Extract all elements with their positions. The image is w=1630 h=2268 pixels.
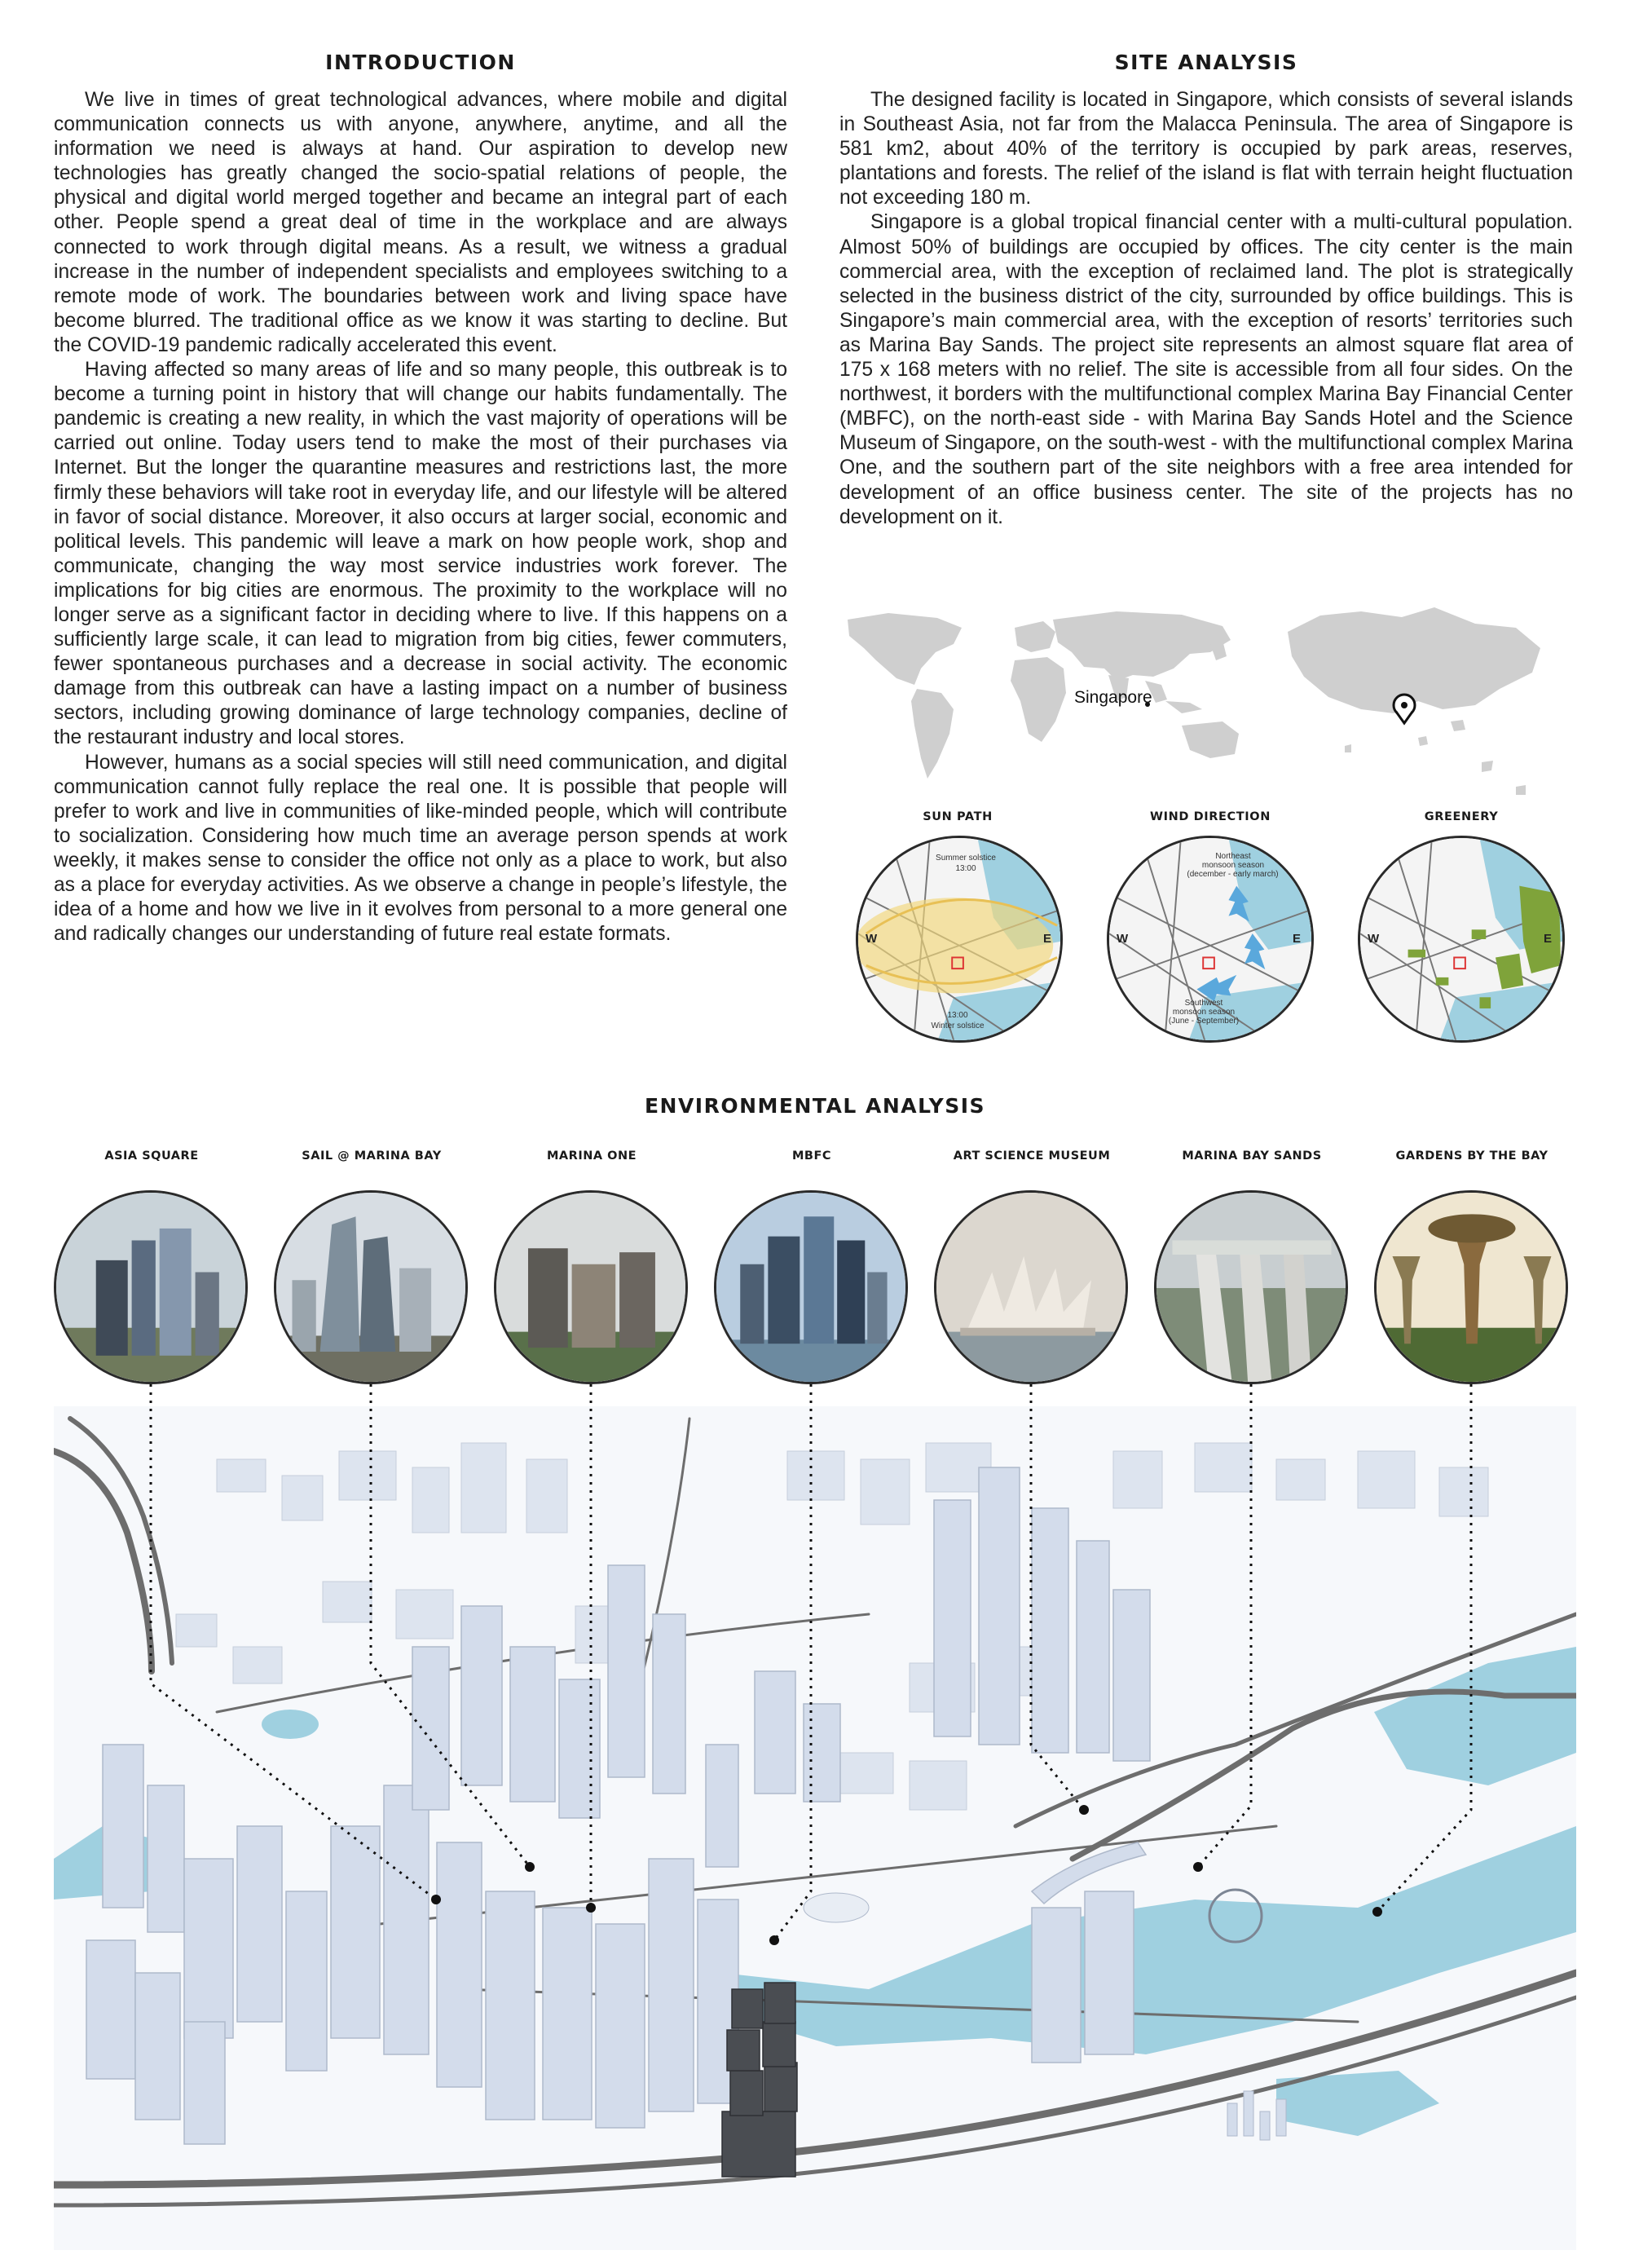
wind-northeast-season-note: monsoon season bbox=[1201, 861, 1265, 870]
introduction-paragraph-1: We live in times of great technological advances, where mobile and digital communication connects us with anyone, anywhere, anytime, and all the information we need is always at hand. Our aspiration to develop new technologies has greatly changed the socio-spatial relations of people, the physical and digital world merged together and became an integral part of each other. People spend a great deal of time in the workplace and are always connected to work through digital means. As a result, we witness a gradual increase in the number of independent specialists and employees switching to a remote mode of work. The boundaries between work and living space have become blurred. The traditional office as we know it was starting to decline. But the COVID-19 pandemic radically accelerated this event. bbox=[54, 89, 787, 356]
greenery-label: GREENERY bbox=[1424, 810, 1499, 823]
sun-summer-time-note: 13:00 bbox=[955, 864, 976, 873]
landmark-label-marina-one: MARINA ONE bbox=[547, 1149, 637, 1163]
sun-compass-east: E bbox=[1043, 932, 1052, 946]
landmark-photo-asia-square bbox=[54, 1190, 248, 1384]
sun-summer-solstice-note: Summer solstice bbox=[936, 854, 996, 863]
site-analysis-paragraph-1: The designed facility is located in Singapore, which consists of several islands in Southeast Asia, not far from the Malacca Peninsula. The area of Singapore is 581 km2, about 40% of the territory is occupied by park areas, reserves, plantations and forests. The relief of the island is flat with terrain height fluctuation not exceeding 180 m. bbox=[839, 89, 1573, 210]
world-map bbox=[839, 603, 1255, 791]
landmark-photo-gardens-by-the-bay bbox=[1374, 1190, 1568, 1384]
landmark-label-sail-marina-bay: SAIL @ MARINA BAY bbox=[302, 1149, 442, 1163]
map-singapore-label: Singapore bbox=[1074, 688, 1152, 707]
landmark-photo-mbfc bbox=[714, 1190, 908, 1384]
sun-winter-time-note: 13:00 bbox=[947, 1011, 968, 1020]
sun-winter-solstice-note: Winter solstice bbox=[931, 1021, 985, 1030]
wind-compass-east: E bbox=[1293, 932, 1302, 946]
sun-path-label: SUN PATH bbox=[923, 810, 993, 823]
introduction-title: INTRODUCTION bbox=[325, 51, 516, 74]
wind-compass-west: W bbox=[1117, 932, 1129, 946]
landmark-label-art-science-museum: ART SCIENCE MUSEUM bbox=[953, 1149, 1111, 1163]
landmark-photo-art-science-museum bbox=[934, 1190, 1128, 1384]
wind-northeast-note: Northeast bbox=[1215, 852, 1251, 861]
landmark-label-mbfc: MBFC bbox=[791, 1149, 832, 1163]
greenery-compass-east: E bbox=[1544, 932, 1553, 946]
introduction-paragraph-3: However, humans as a social species will still need communication, and digital communication cannot fully replace the real one. It is possible that people will prefer to work and live in communities of like-minded people, which will contribute to socialization. Considering how much time an average person spends at work weekly, it makes sense to consider the office not only as a place to work, but also as a place for everyday activities. As we observe a change in people’s lifestyle, the idea of a home and how we live in it evolves from personal to a more general one and radically changes our understanding of future real estate formats. bbox=[54, 751, 787, 946]
wind-southwest-months-note: (June - September) bbox=[1168, 1017, 1240, 1026]
landmark-photo-sail-marina-bay bbox=[274, 1190, 468, 1384]
wind-northeast-months-note: (december - early march) bbox=[1187, 870, 1279, 879]
wind-direction-label: WIND DIRECTION bbox=[1150, 810, 1271, 823]
site-analysis-paragraph-2: Singapore is a global tropical financial center with a multi-cultural population. Almost 50% of buildings are occupied by offices. The city center is the main commercial area, with the exception of reclaimed land. The plot is strategically selected in the business district of the city, surrounded by office buildings. This is Singapore’s main commercial area, with the exception of resorts’ territories such as Marina Bay Sands. The project site represents an almost square flat area of 175 x 168 meters with no relief. The site is accessible from all four sides. On the northwest, it borders with the multifunctional complex Marina Bay Financial Center (MBFC), on the north-east side - with Marina Bay Sands Hotel and the Science Museum of Singapore, on the south-west - with the multifunctional complex Marina One, and the southern part of the site neighbors with a free area intended for development of an office business center. The site of the projects has no development on it. bbox=[839, 211, 1573, 528]
wind-southwest-note: Southwest bbox=[1184, 999, 1223, 1008]
wind-southwest-season-note: monsoon season bbox=[1172, 1008, 1236, 1017]
singapore-island-map bbox=[1271, 599, 1565, 811]
landmark-label-marina-bay-sands: MARINA BAY SANDS bbox=[1182, 1149, 1322, 1163]
landmark-photo-marina-bay-sands bbox=[1154, 1190, 1348, 1384]
site-analysis-title: SITE ANALYSIS bbox=[1114, 51, 1298, 74]
introduction-paragraph-2: Having affected so many areas of life and so many people, this outbreak is to become a turning point in history that will change our habits fundamentally. The pandemic is creating a new reality, in which the vast majority of operations will be carried out online. Today users tend to make the most of their purchases via Internet. But the longer the quarantine measures and restrictions last, the more firmly these behaviors will take root in everyday life, and our lifestyle will be altered in favor of social distance. Moreover, it also occurs at larger social, economic and political levels. This pandemic will leave a mark on how people work, shop and communicate, changing the way most service industries work forever. The implications for big cities are enormous. The proximity to the workplace will no longer serve as a significant factor in deciding where to live. If this happens on a sufficiently large scale, it can lead to migration from big cities, fewer commuters, fewer spontaneous purchases and a decrease in social activity. The economic damage from this outbreak can have a lasting impact on a number of business sectors, including growing dominance of large technology companies, decline of the restaurant industry and local stores. bbox=[54, 359, 787, 749]
introduction-body bbox=[54, 88, 787, 946]
city-axonometric-model bbox=[54, 1402, 1576, 2250]
landmark-photo-marina-one bbox=[494, 1190, 688, 1384]
greenery-compass-west: W bbox=[1368, 932, 1380, 946]
greenery-diagram bbox=[1358, 836, 1565, 1043]
landmark-label-asia-square: ASIA SQUARE bbox=[104, 1149, 199, 1163]
environmental-analysis-title: ENVIRONMENTAL ANALYSIS bbox=[644, 1094, 986, 1118]
sun-compass-west: W bbox=[866, 932, 878, 946]
landmark-label-gardens-by-the-bay: GARDENS BY THE BAY bbox=[1395, 1149, 1548, 1163]
site-analysis-body bbox=[839, 88, 1573, 530]
